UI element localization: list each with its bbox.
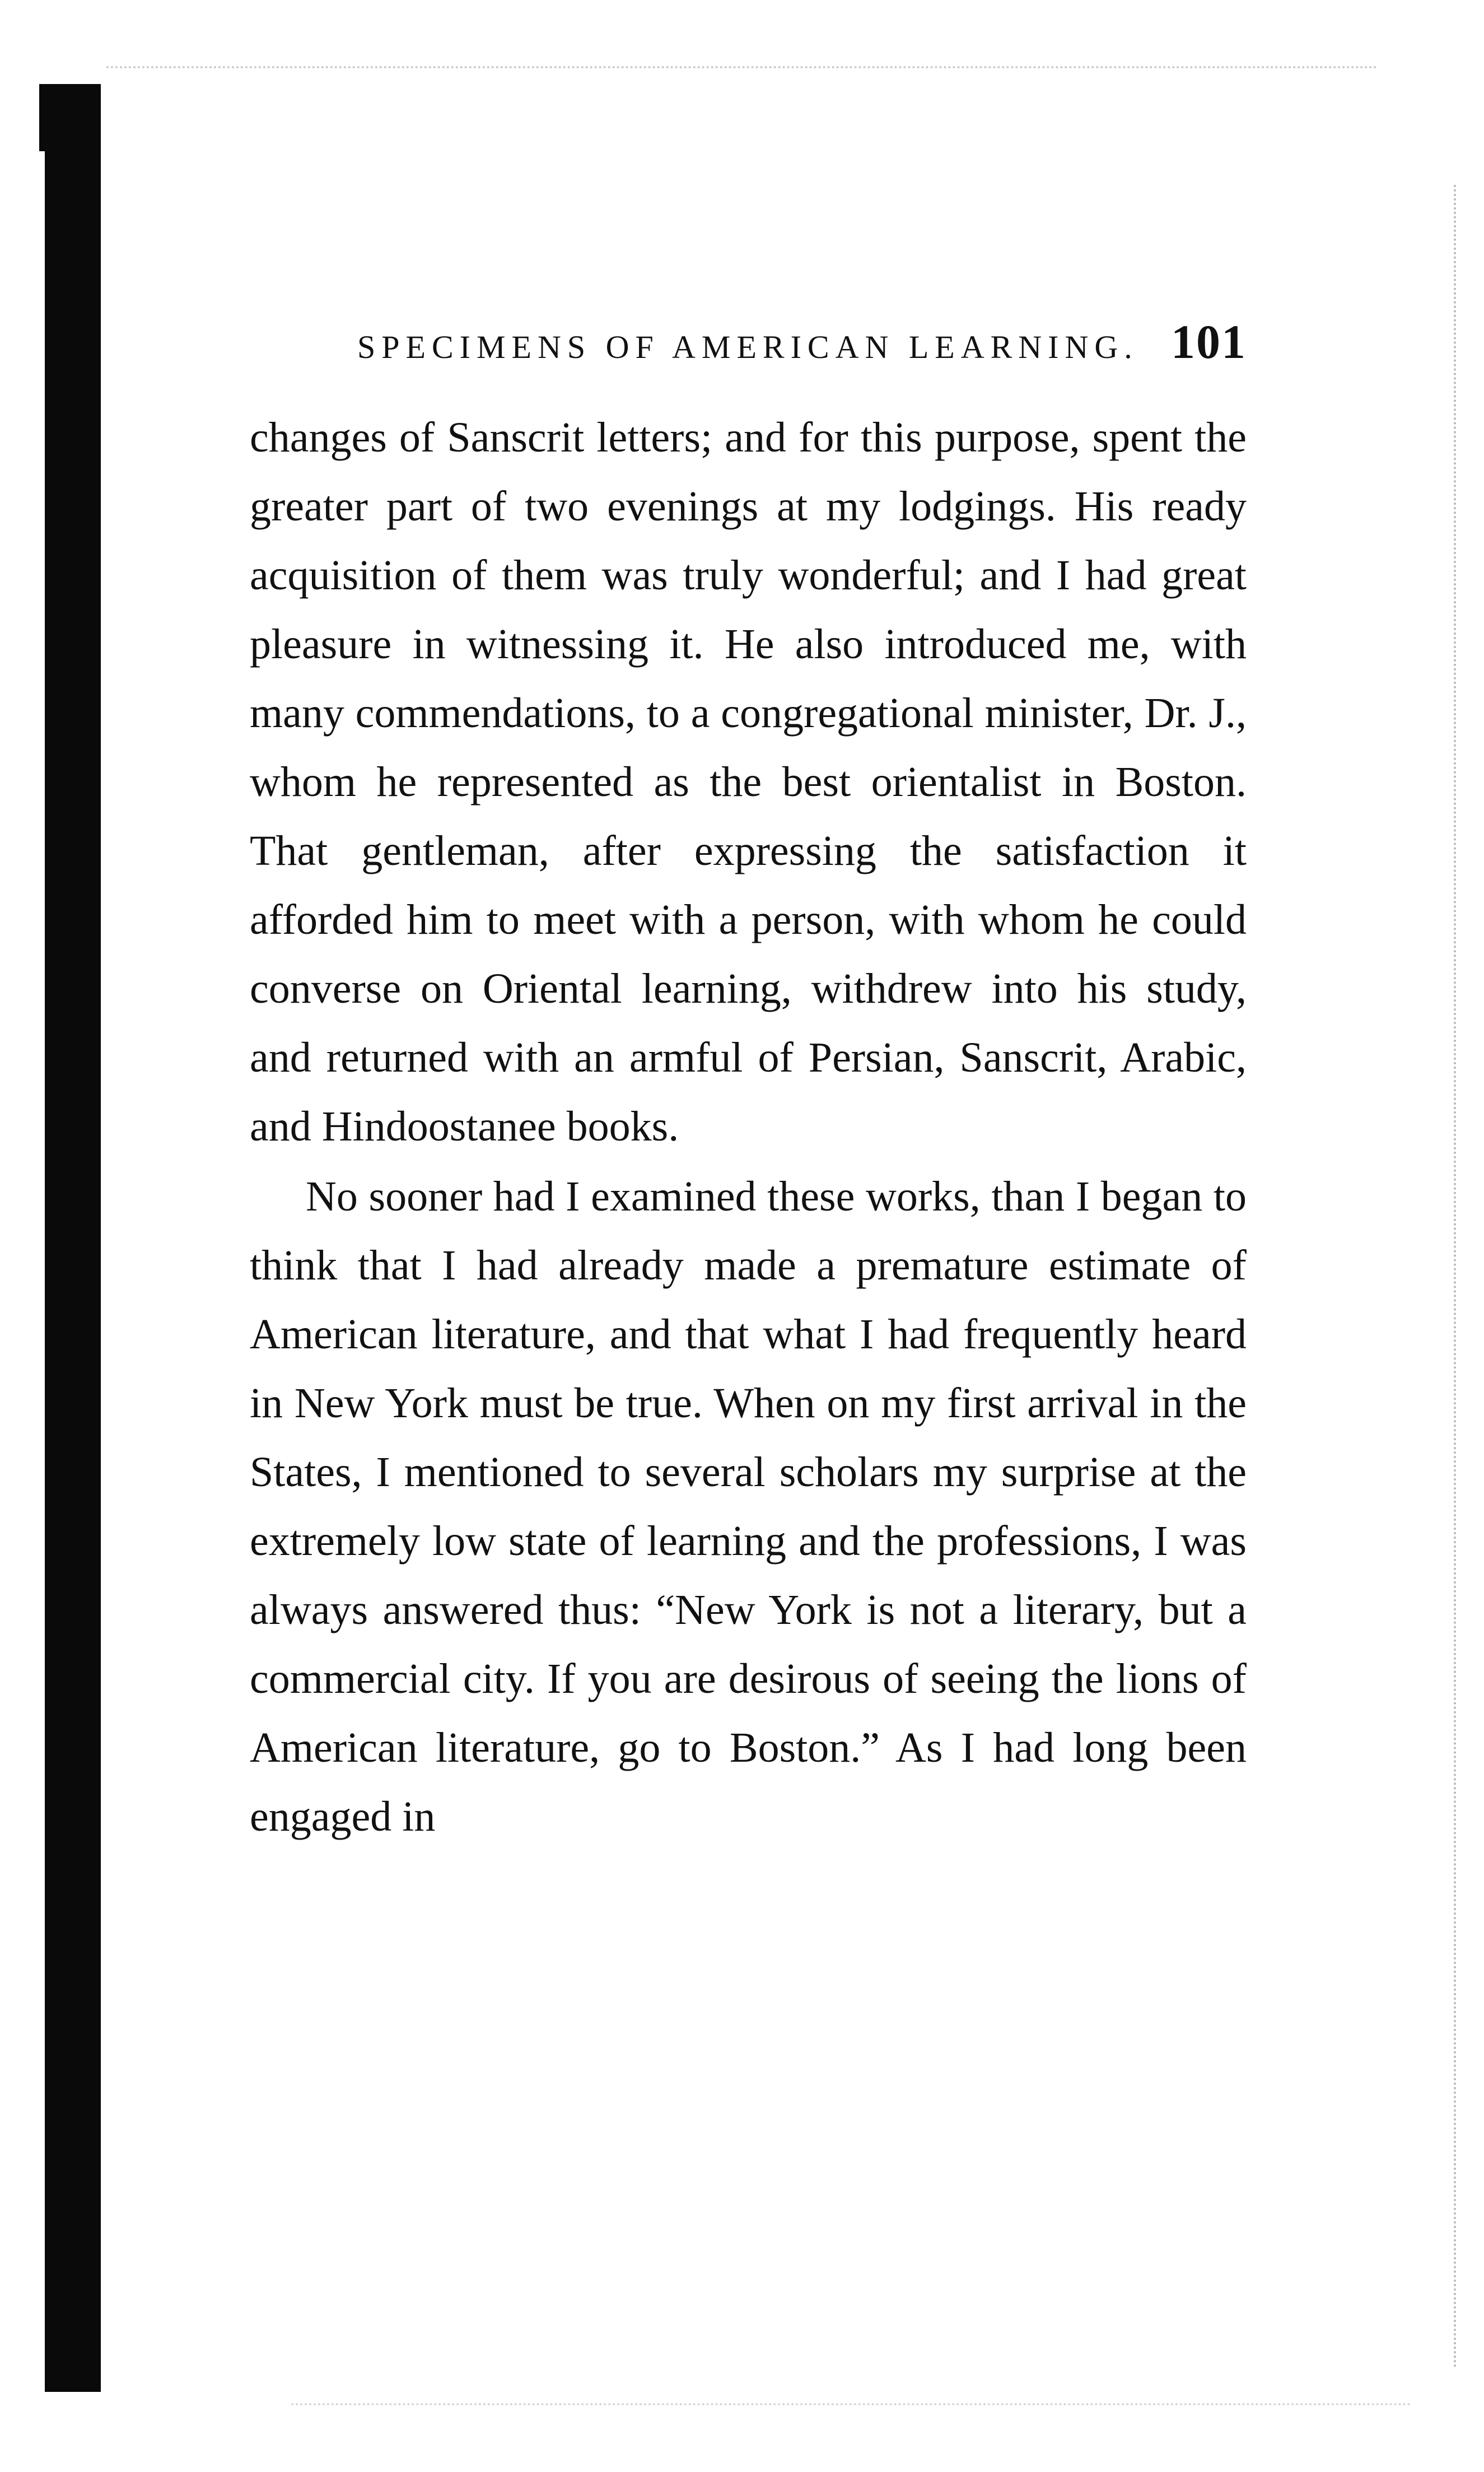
body-text — [250, 403, 1247, 1851]
book-page — [250, 314, 1247, 1851]
page-number: 101 — [1171, 315, 1247, 369]
running-head — [250, 314, 1247, 375]
page-edge-top — [106, 66, 1378, 71]
page-edge-bottom — [291, 2403, 1411, 2408]
paragraph: No sooner had I examined these works, than I began to think that I had already made a premature estimate of American literature, and that what I had frequently heard in New York must be true. When on my first arrival in the States, I mentioned to several scholars my surprise at the extremely low state of learning and the professions, I was always answered thus: “New York is not a literary, but a commercial city. If you are desirous of seeing the lions of American literature, go to Boston.” As I had long been engaged in — [250, 1173, 1247, 1840]
page-edge-right — [1452, 185, 1456, 2369]
running-title: SPECIMENS OF AMERICAN LEARNING. — [357, 329, 1138, 365]
binding-shadow — [45, 84, 101, 2392]
paragraph: changes of Sanscrit letters; and for this purpose, spent the greater part of two evenings at my lodgings. His ready acquisition of them was truly wonderful; and I had great pleasure in witnessing it. He also introduced me, with many commendations, to a congregational minister, Dr. J., whom he represented as the best orientalist in Boston. That gentleman, after expressing the satisfaction it afforded him to meet with a person, with whom he could converse on Oriental learning, withdrew into his study, and returned with an armful of Persian, Sanscrit, Arabic, and Hindoostanee books. — [250, 414, 1247, 1150]
